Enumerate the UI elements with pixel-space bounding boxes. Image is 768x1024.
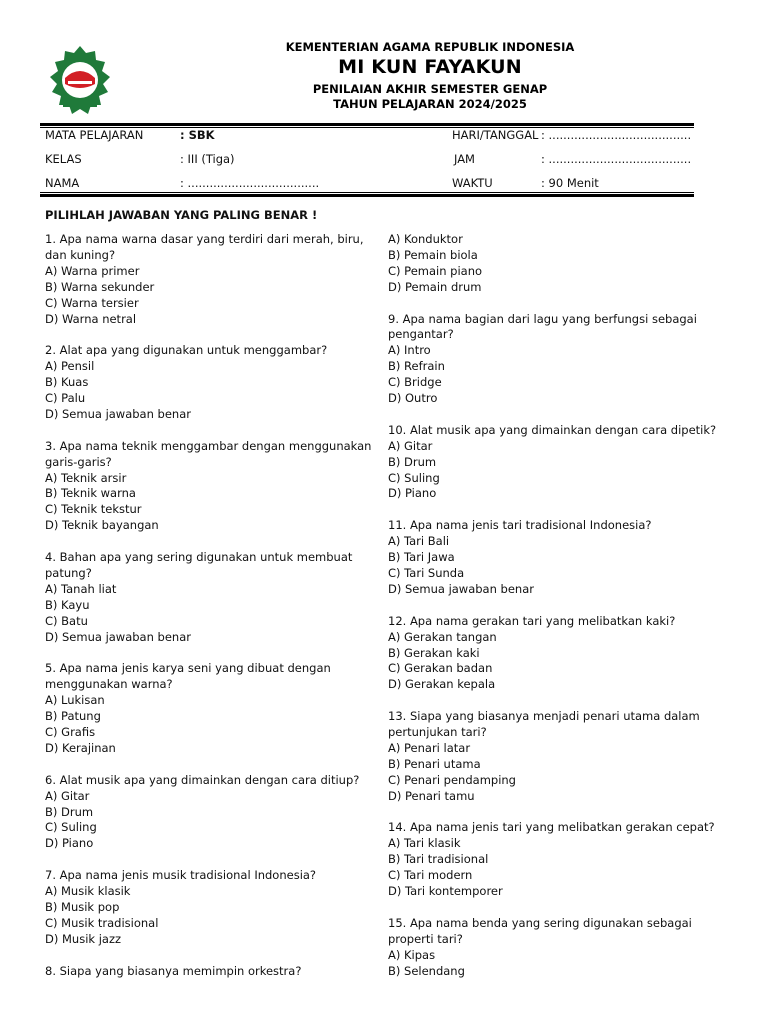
answer-option: D) Penari tamu: [388, 788, 475, 803]
answer-option: B) Patung: [45, 709, 101, 724]
answer-option: C) Musik tradisional: [45, 915, 159, 930]
subject-label: MATA PELAJARAN: [45, 128, 144, 142]
time-value: : 90 Menit: [541, 176, 599, 190]
answer-option: C) Penari pendamping: [388, 772, 516, 787]
hour-value: : .......................................: [541, 152, 692, 166]
answer-option: C) Pemain piano: [388, 263, 483, 278]
answer-option: B) Penari utama: [388, 756, 481, 771]
question-text: 14. Apa nama jenis tari yang melibatkan gerakan cepat?: [388, 820, 715, 835]
subject-value: : SBK: [180, 128, 215, 142]
answer-option: D) Kerajinan: [45, 740, 116, 755]
answer-option: A) Lukisan: [45, 693, 105, 708]
answer-option: A) Teknik arsir: [45, 470, 127, 485]
answer-option: A) Gerakan tangan: [388, 629, 497, 644]
question-spacer: [388, 598, 718, 614]
answer-option: D) Semua jawaban benar: [45, 629, 191, 644]
school-year: TAHUN PELAJARAN 2024/2025: [333, 97, 527, 111]
hour-label: JAM: [454, 152, 475, 166]
answer-option: A) Tari Bali: [388, 534, 450, 549]
question-spacer: [45, 534, 380, 550]
question-text: 13. Siapa yang biasanya menjadi penari utama dalam pertunjukan tari?: [388, 709, 700, 740]
question-text: 10. Alat musik apa yang dimainkan dengan cara dipetik?: [388, 422, 717, 437]
questions-right-column: [388, 232, 718, 979]
answer-option: A) Gitar: [388, 438, 433, 453]
answer-option: A) Warna primer: [45, 263, 140, 278]
answer-option: C) Palu: [45, 391, 86, 406]
answer-option: B) Kuas: [45, 375, 89, 390]
answer-option: B) Musik pop: [45, 899, 120, 914]
day-label: HARI/TANGGAL: [452, 128, 539, 142]
answer-option: D) Piano: [388, 486, 437, 501]
answer-option: B) Warna sekunder: [45, 279, 155, 294]
answer-option: D) Semua jawaban benar: [45, 406, 191, 421]
question-text: 8. Siapa yang biasanya memimpin orkestra?: [45, 963, 302, 978]
question-spacer: [45, 646, 380, 662]
answer-option: D) Teknik bayangan: [45, 518, 159, 533]
answer-option: D) Pemain drum: [388, 279, 482, 294]
answer-option: C) Tari modern: [388, 868, 473, 883]
answer-option: B) Selendang: [388, 963, 465, 978]
answer-option: B) Refrain: [388, 359, 445, 374]
question-spacer: [388, 693, 718, 709]
answer-option: B) Teknik warna: [45, 486, 136, 501]
school-name: MI KUN FAYAKUN: [338, 56, 522, 78]
class-value: : III (Tiga): [180, 152, 235, 166]
question-text: 15. Apa nama benda yang sering digunakan sebagai properti tari?: [388, 915, 692, 946]
answer-option: A) Tanah liat: [45, 581, 117, 596]
answer-option: B) Drum: [388, 454, 437, 469]
question-spacer: [45, 757, 380, 773]
answer-option: D) Musik jazz: [45, 931, 122, 946]
question-text: 6. Alat musik apa yang dimainkan dengan cara ditiup?: [45, 772, 360, 787]
answer-option: A) Pensil: [45, 359, 95, 374]
question-spacer: [45, 852, 380, 868]
header-rule-thick: [40, 123, 694, 126]
question-spacer: [388, 407, 718, 423]
questions-left-column: [45, 232, 380, 979]
question-spacer: [45, 948, 380, 964]
question-text: 1. Apa nama warna dasar yang terdiri dari merah, biru, dan kuning?: [45, 232, 364, 262]
answer-option: B) Gerakan kaki: [388, 645, 480, 660]
question-spacer: [388, 805, 718, 821]
answer-option: D) Tari kontemporer: [388, 884, 503, 899]
answer-option: C) Suling: [388, 470, 440, 485]
answer-option: C) Bridge: [388, 375, 442, 390]
question-spacer: [45, 423, 380, 439]
answer-option: A) Gitar: [45, 788, 90, 803]
exam-title: PENILAIAN AKHIR SEMESTER GENAP: [312, 82, 548, 96]
answer-option: D) Semua jawaban benar: [388, 581, 534, 596]
answer-option: D) Warna netral: [45, 311, 137, 326]
answer-option: A) Tari klasik: [388, 836, 461, 851]
question-spacer: [388, 900, 718, 916]
answer-option: C) Suling: [45, 820, 97, 835]
question-text: 9. Apa nama bagian dari lagu yang berfungsi sebagai pengantar?: [388, 311, 697, 342]
answer-option: D) Piano: [45, 836, 94, 851]
question-text: 2. Alat apa yang digunakan untuk menggambar?: [45, 343, 328, 358]
answer-option: C) Teknik tekstur: [45, 502, 142, 517]
answer-option: A) Intro: [388, 343, 431, 358]
answer-option: C) Grafis: [45, 725, 96, 740]
answer-option: C) Batu: [45, 613, 88, 628]
answer-option: B) Tari tradisional: [388, 852, 489, 867]
name-label: NAMA: [45, 176, 80, 190]
answer-option: C) Gerakan badan: [388, 661, 493, 676]
class-label: KELAS: [45, 152, 82, 166]
day-value: : .......................................: [541, 128, 692, 142]
answer-option: D) Outro: [388, 391, 438, 406]
question-text: 11. Apa nama jenis tari tradisional Indonesia?: [388, 518, 652, 533]
answer-option: A) Konduktor: [388, 232, 463, 246]
answer-option: B) Tari Jawa: [388, 550, 455, 565]
answer-option: C) Tari Sunda: [388, 565, 465, 580]
answer-option: D) Gerakan kepala: [388, 677, 496, 692]
ministry-title: KEMENTERIAN AGAMA REPUBLIK INDONESIA: [285, 40, 575, 54]
info-rule-thick: [40, 194, 694, 197]
question-spacer: [45, 327, 380, 343]
answer-option: A) Musik klasik: [45, 884, 131, 899]
time-label: WAKTU: [452, 176, 493, 190]
question-text: 12. Apa nama gerakan tari yang melibatkan kaki?: [388, 613, 676, 628]
info-rule-thin: [40, 192, 694, 193]
question-spacer: [388, 502, 718, 518]
instruction: PILIHLAH JAWABAN YANG PALING BENAR !: [45, 208, 318, 222]
question-text: 3. Apa nama teknik menggambar dengan menggunakan garis-garis?: [45, 438, 372, 469]
answer-option: A) Penari latar: [388, 740, 471, 755]
answer-option: A) Kipas: [388, 947, 436, 962]
answer-option: B) Kayu: [45, 597, 90, 612]
answer-option: B) Drum: [45, 804, 94, 819]
answer-option: C) Warna tersier: [45, 295, 139, 310]
question-spacer: [388, 296, 718, 312]
name-value: : ....................................: [180, 176, 320, 190]
question-text: 4. Bahan apa yang sering digunakan untuk membuat patung?: [45, 550, 353, 580]
question-text: 5. Apa nama jenis karya seni yang dibuat dengan menggunakan warna?: [45, 661, 331, 692]
question-text: 7. Apa nama jenis musik tradisional Indonesia?: [45, 868, 317, 883]
answer-option: B) Pemain biola: [388, 247, 478, 262]
kemenag-logo: [48, 44, 112, 120]
